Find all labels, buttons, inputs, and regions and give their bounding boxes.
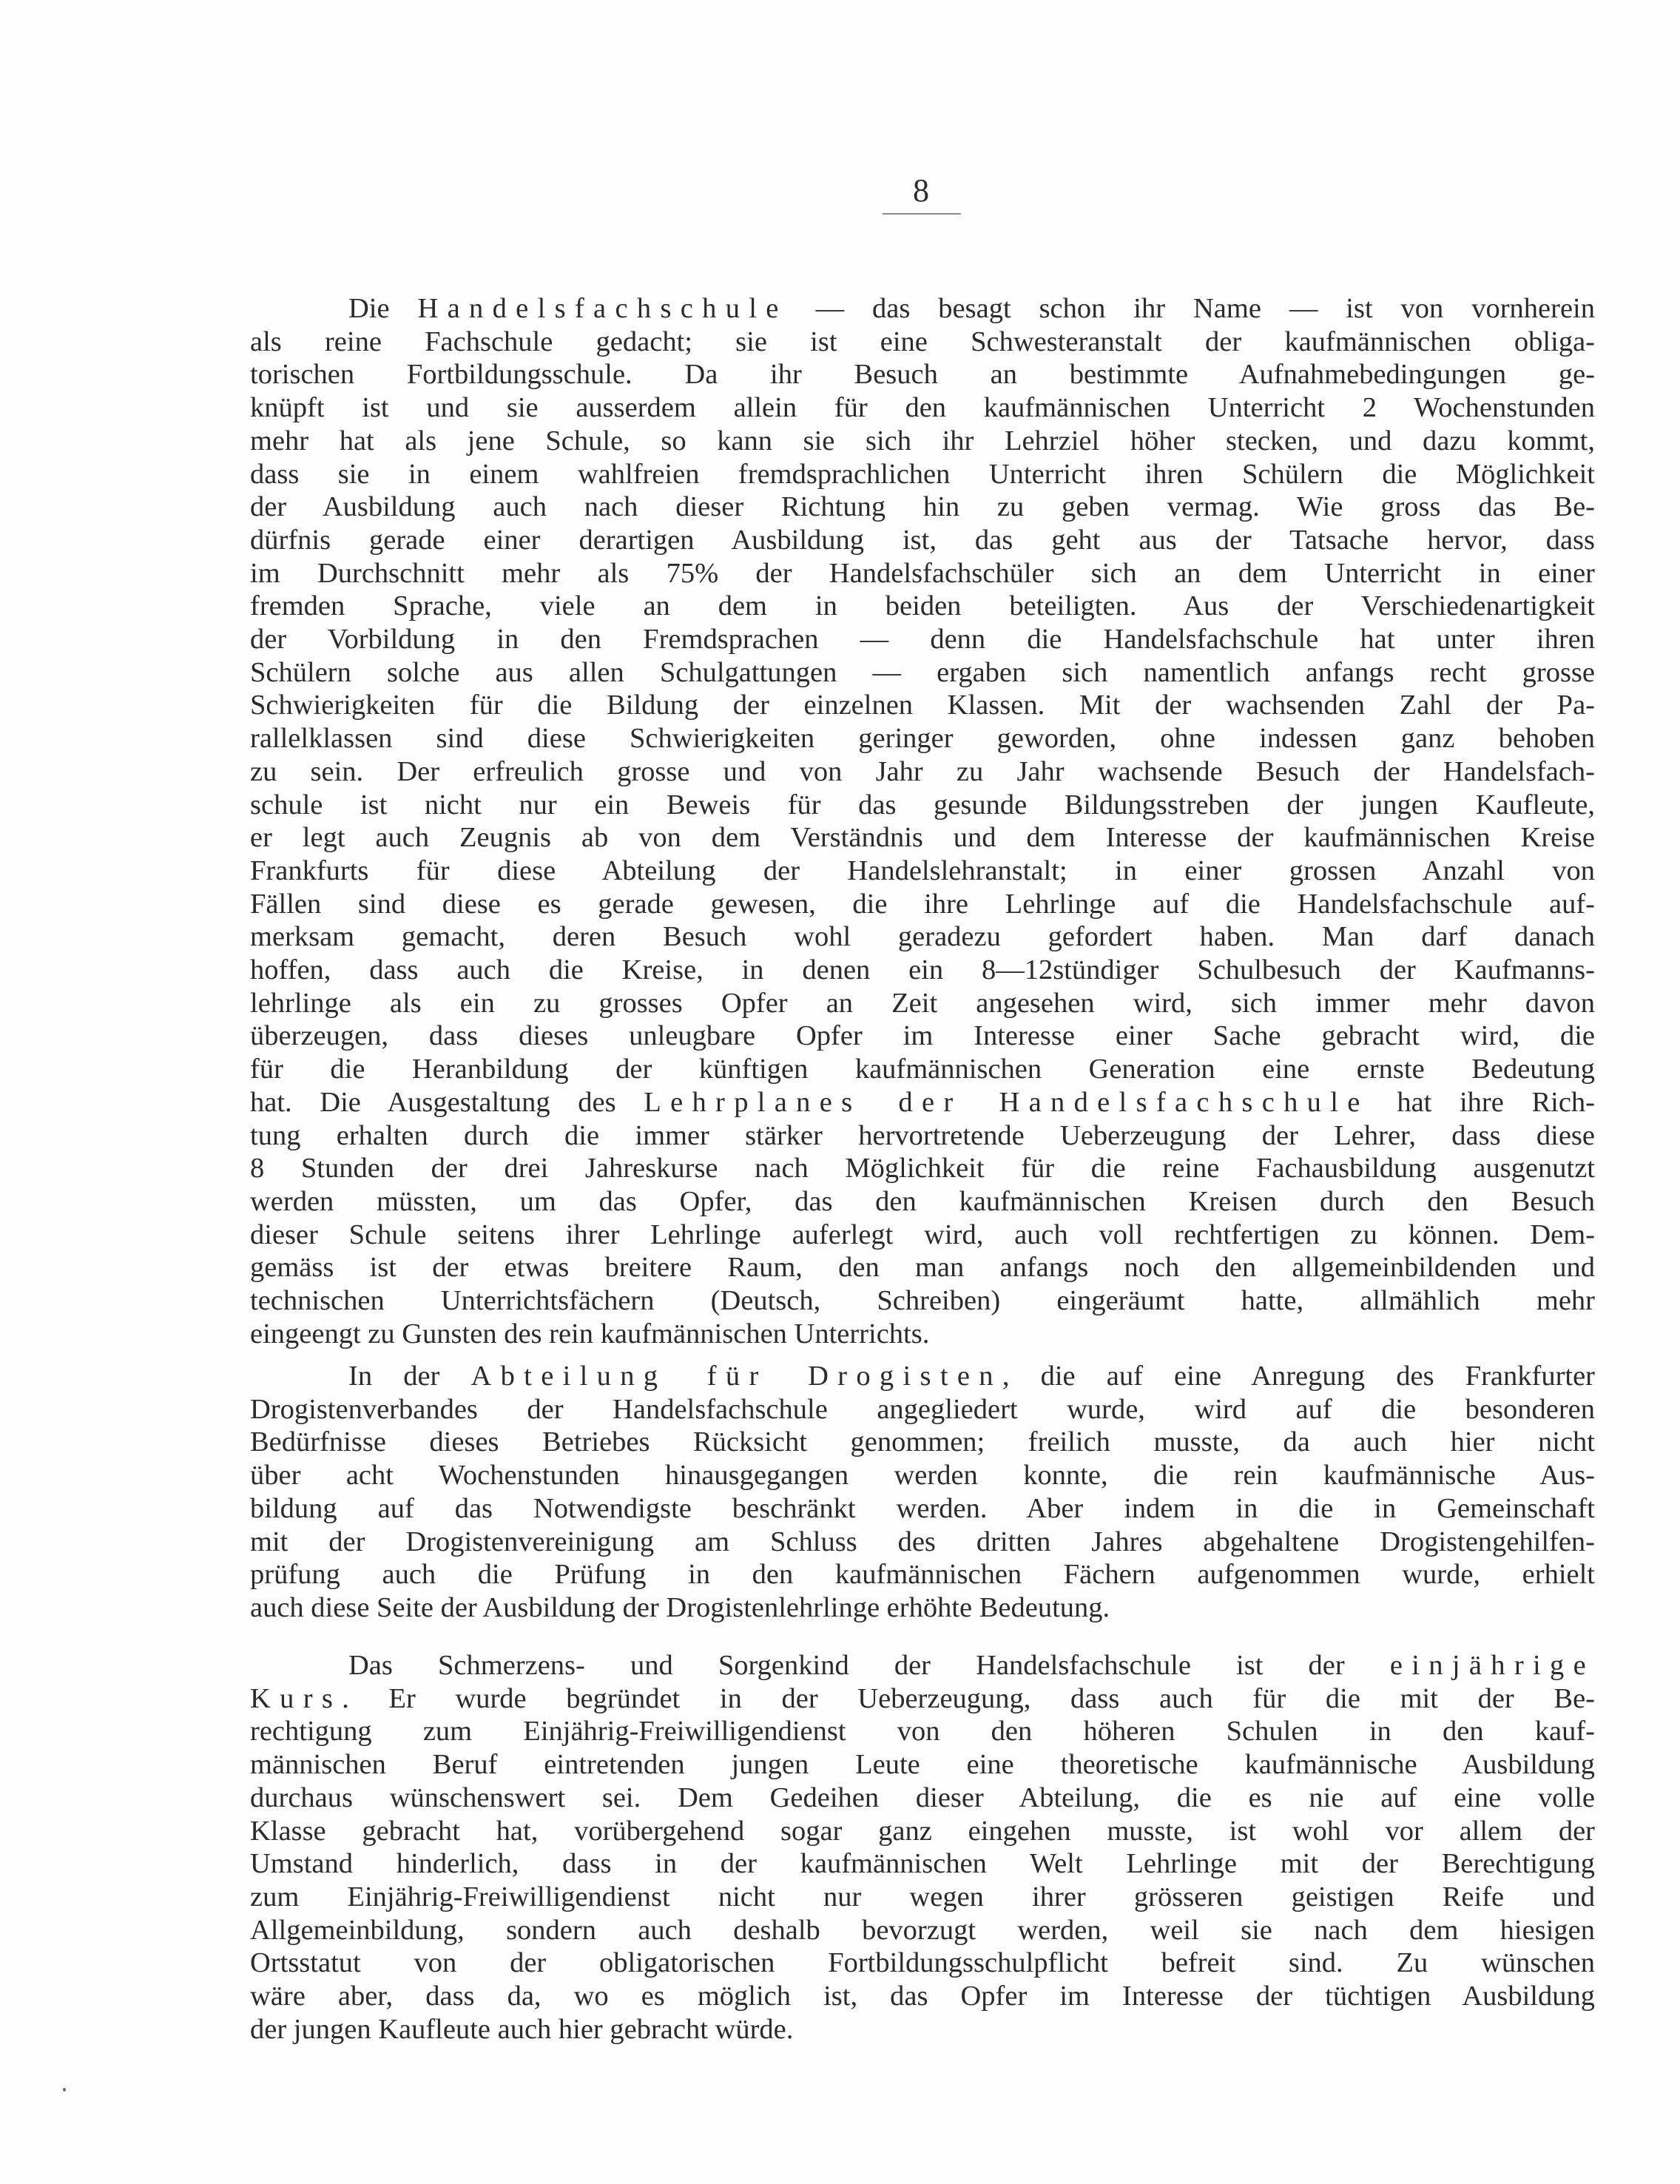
text-run: Fällen sind diese es gerade gewesen, die ihre Lehrlinge auf die Handelsfachschule auf- (250, 888, 1595, 920)
text-run: eingeengt zu Gunsten des rein kaufmännischen Unterrichts. (250, 1318, 930, 1349)
text-run: prüfung auch die Prüfung in den kaufmännischen Fächern aufgenommen wurde, erhielt (250, 1559, 1595, 1591)
text-run: Frankfurts für diese Abteilung der Handelslehranstalt; in einer grossen Anzahl von (250, 855, 1595, 886)
spaced-emphasis: Lehrplanes der Handelsfachschule (644, 1086, 1369, 1118)
text-line (250, 1526, 1595, 1559)
text-run: dieser Schule seitens ihrer Lehrlinge auferlegt wird, auch voll rechtfertigen zu können. Dem- (250, 1219, 1595, 1250)
text-run: der jungen Kaufleute auch hier gebracht würde. (250, 2013, 794, 2045)
text-line (250, 1219, 1595, 1252)
paragraph-abteilung-drogisten (250, 1360, 1595, 1625)
text-run: hat ihre Rich- (1369, 1086, 1595, 1118)
text-run: Drogistenverbandes der Handelsfachschule angegliedert wurde, wird auf die besonderen (250, 1393, 1595, 1425)
text-run: männischen Beruf eintretenden jungen Leute eine theoretische kaufmännische Ausbildung (250, 1749, 1595, 1781)
text-run: rechtigung zum Einjährig-Freiwilligendienst von den höheren Schulen in den kauf- (250, 1716, 1595, 1747)
text-run: — das besagt schon ihr Name — ist von vornherein (787, 293, 1595, 324)
text-line (250, 1847, 1595, 1881)
text-line (250, 458, 1595, 491)
text-run: knüpft ist und sie ausserdem allein für den kaufmännischen Unterricht 2 Wochenstunden (250, 392, 1595, 424)
text-run: Schülern solche aus allen Schulgattungen — ergaben sich namentlich anfangs recht grosse (250, 656, 1595, 688)
text-run: dürfnis gerade einer derartigen Ausbildung ist, das geht aus der Tatsache hervor, dass (250, 524, 1595, 556)
text-run: im Durchschnitt mehr als 75% der Handelsfachschüler sich an dem Unterricht in einer (250, 557, 1595, 589)
text-run: über acht Wochenstunden hinausgegangen werden konnte, die rein kaufmännische Aus- (250, 1460, 1595, 1492)
text-line (250, 557, 1595, 590)
text-line (250, 1119, 1595, 1153)
text-line (250, 656, 1595, 690)
spaced-emphasis: Abteilung für Drogisten (470, 1361, 1002, 1392)
text-line (250, 1914, 1595, 1947)
text-run: der Vorbildung in den Fremdsprachen — denn die Handelsfachschule hat unter ihren (250, 624, 1595, 655)
text-run: gemäss ist der etwas breitere Raum, den man anfangs noch den allgemeinbildenden und (250, 1252, 1595, 1284)
text-line (250, 954, 1595, 987)
spaced-emphasis: Handelsfachschule (417, 293, 788, 324)
text-run: Allgemeinbildung, sondern auch deshalb bevorzugt werden, weil sie nach dem hiesigen (250, 1914, 1595, 1946)
text-run: der Ausbildung auch nach dieser Richtung hin zu geben vermag. Wie gross das Be- (250, 491, 1595, 523)
text-line (250, 292, 1595, 326)
text-run: als reine Fachschule gedacht; sie ist eine Schwesteranstalt der kaufmännischen obliga- (250, 326, 1595, 357)
text-line (250, 1980, 1595, 2013)
text-line (250, 425, 1595, 458)
text-line (250, 326, 1595, 359)
page-number-rule (883, 213, 961, 215)
text-run: Klasse gebracht hat, vorübergehend sogar ganz eingehen musste, ist wohl vor allem der (250, 1815, 1595, 1847)
paragraph-handelsfachschule (250, 292, 1595, 1351)
print-speck (63, 2088, 66, 2092)
text-line (250, 1185, 1595, 1219)
text-run: , die auf eine Anregung des Frankfurter (1002, 1361, 1595, 1392)
text-line (250, 987, 1595, 1020)
text-run: lehrlinge als ein zu grosses Opfer an Zeit angesehen wird, sich immer mehr davon (250, 987, 1595, 1019)
text-line (250, 1053, 1595, 1086)
text-line (250, 1393, 1595, 1426)
text-run: durchaus wünschenswert sei. Dem Gedeihen dieser Abteilung, die es nie auf eine volle (250, 1782, 1595, 1813)
text-line (250, 1019, 1595, 1053)
text-line (250, 1881, 1595, 1914)
text-run: überzeugen, dass dieses unleugbare Opfer im Interesse einer Sache gebracht wird, die (250, 1020, 1595, 1052)
text-run: torischen Fortbildungsschule. Da ihr Besuch an bestimmte Aufnahmebedingungen ge- (250, 359, 1595, 391)
text-run: schule ist nicht nur ein Beweis für das gesunde Bildungsstreben der jungen Kaufleute, (250, 789, 1595, 820)
text-line (250, 491, 1595, 524)
text-line (250, 920, 1595, 954)
text-line (250, 1649, 1595, 1682)
text-line (250, 1748, 1595, 1782)
text-line (250, 1558, 1595, 1591)
text-line (250, 1591, 1595, 1625)
text-line (250, 358, 1595, 391)
text-line (250, 888, 1595, 921)
text-run: fremden Sprache, viele an dem in beiden beteiligten. Aus der Verschiedenartigkeit (250, 590, 1595, 622)
text-line (250, 1251, 1595, 1284)
text-line (250, 1682, 1595, 1716)
text-line (250, 2013, 1595, 2046)
text-line (250, 1947, 1595, 1980)
text-run: mehr hat als jene Schule, so kann sie sich ihr Lehrziel höher stecken, und dazu kommt, (250, 425, 1595, 456)
text-line (250, 1086, 1595, 1119)
spaced-emphasis: Kurs (250, 1682, 343, 1714)
text-run: tung erhalten durch die immer stärker hervortretende Ueberzeugung der Lehrer, dass diese (250, 1119, 1595, 1151)
text-run: hoffen, dass auch die Kreise, in denen ein 8—12stündiger Schulbesuch der Kaufmanns- (250, 954, 1595, 986)
text-run: Schwierigkeiten für die Bildung der einzelnen Klassen. Mit der wachsenden Zahl der Pa- (250, 690, 1595, 721)
text-run: rallelklassen sind diese Schwierigkeiten geringer geworden, ohne indessen ganz behoben (250, 723, 1595, 755)
text-run: werden müssten, um das Opfer, das den kaufmännischen Kreisen durch den Besuch (250, 1185, 1595, 1217)
text-run: bildung auf das Notwendigste beschränkt werden. Aber indem in die in Gemeinschaft (250, 1492, 1595, 1524)
page-number: 8 (913, 172, 929, 209)
text-line (250, 722, 1595, 755)
text-line (250, 391, 1595, 425)
text-line (250, 1152, 1595, 1185)
text-run: auch diese Seite der Ausbildung der Drogistenlehrlinge erhöhte Bedeutung. (250, 1591, 1110, 1623)
text-run: für die Heranbildung der künftigen kaufmännischen Generation eine ernste Bedeutung (250, 1054, 1595, 1085)
text-run: merksam gemacht, deren Besuch wohl geradezu gefordert haben. Man darf danach (250, 921, 1595, 953)
text-run: dass sie in einem wahlfreien fremdsprachlichen Unterricht ihren Schülern die Möglichkeit (250, 458, 1595, 490)
text-run: hat. Die Ausgestaltung des (250, 1086, 644, 1118)
text-line (250, 855, 1595, 888)
text-line (250, 755, 1595, 789)
text-line (250, 1360, 1595, 1393)
text-run: Ortsstatut von der obligatorischen Fortbildungsschulpflicht befreit sind. Zu wünschen (250, 1947, 1595, 1979)
text-line (250, 1284, 1595, 1318)
text-line (250, 821, 1595, 855)
text-run: Bedürfnisse dieses Betriebes Rücksicht genommen; freilich musste, da auch hier nicht (250, 1426, 1595, 1458)
text-line (250, 1815, 1595, 1848)
text-line (250, 1459, 1595, 1492)
text-run: Umstand hinderlich, dass in der kaufmännischen Welt Lehrlinge mit der Berechtigung (250, 1848, 1595, 1880)
text-line (250, 689, 1595, 722)
text-run: zu sein. Der erfreulich grosse und von Jahr zu Jahr wachsende Besuch der Handelsfach- (250, 755, 1595, 787)
text-run: er legt auch Zeugnis ab von dem Verständnis und dem Interesse der kaufmännischen Kreise (250, 822, 1595, 854)
text-line (250, 789, 1595, 822)
text-run: Die (348, 293, 418, 324)
text-run: 8 Stunden der drei Jahreskurse nach Möglichkeit für die reine Fachausbildung ausgenutzt (250, 1153, 1595, 1184)
text-line (250, 1426, 1595, 1459)
text-run: . Er wurde begründet in der Ueberzeugung, dass auch für die mit der Be- (342, 1682, 1595, 1714)
text-run: wäre aber, dass da, wo es möglich ist, das Opfer im Interesse der tüchtigen Ausbildung (250, 1981, 1595, 2012)
text-line (250, 1715, 1595, 1748)
text-line (250, 524, 1595, 557)
spaced-emphasis: einjährige (1389, 1650, 1595, 1681)
text-line (250, 1782, 1595, 1815)
text-run: In der (348, 1361, 471, 1392)
text-run: zum Einjährig-Freiwilligendienst nicht nur wegen ihrer grösseren geistigen Reife und (250, 1881, 1595, 1912)
text-line (250, 1318, 1595, 1351)
text-run: technischen Unterrichtsfächern (Deutsch, Schreiben) eingeräumt hatte, allmählich mehr (250, 1285, 1595, 1317)
text-line (250, 1492, 1595, 1526)
text-run: mit der Drogistenvereinigung am Schluss des dritten Jahres abgehaltene Drogistengehilfen- (250, 1526, 1595, 1557)
text-line (250, 590, 1595, 623)
paragraph-einjaehriger-kurs (250, 1649, 1595, 2046)
text-run: Das Schmerzens- und Sorgenkind der Handelsfachschule ist der (348, 1650, 1390, 1681)
text-line (250, 623, 1595, 656)
